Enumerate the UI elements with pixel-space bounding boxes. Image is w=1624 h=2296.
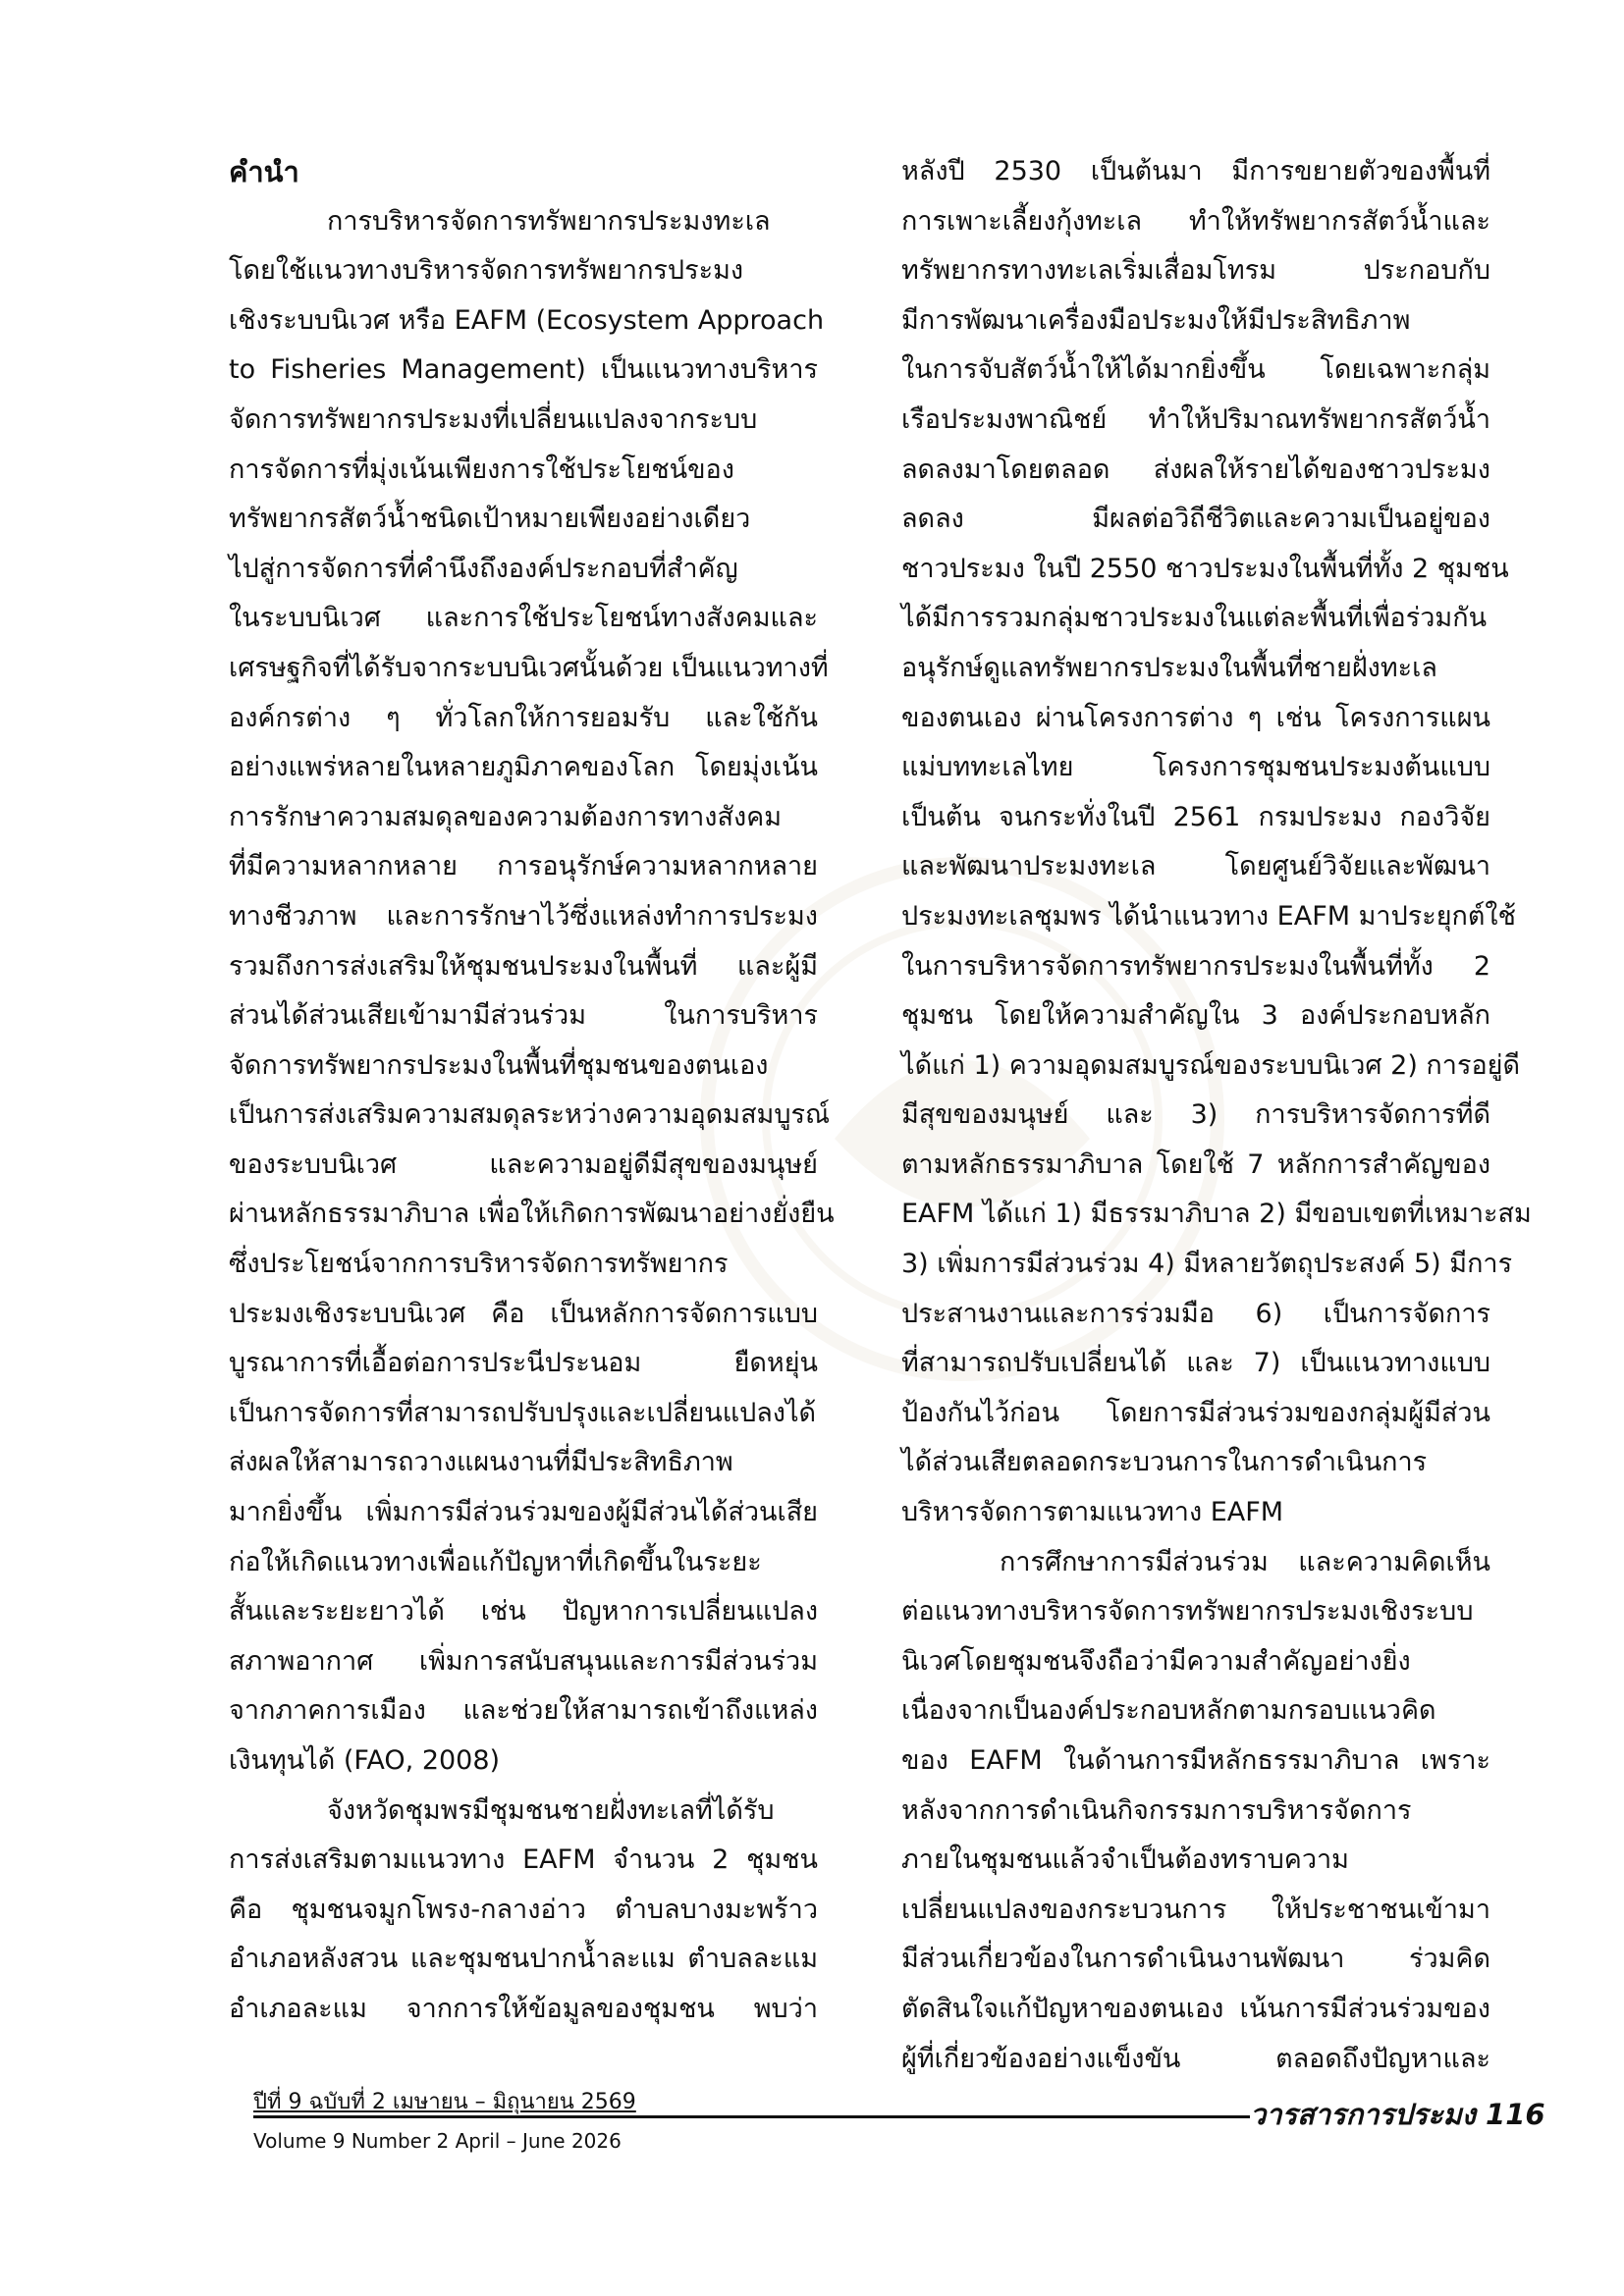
text-line: รวมถึงการส่งเสริมให้ชุมชนประมงในพื้นที่ และผู้มี	[229, 950, 818, 982]
text-line: to Fisheries Management) เป็นแนวทางบริหาร	[229, 354, 818, 386]
text-line: เปลี่ยนแปลงของกระบวนการ ให้ประชาชนเข้ามา	[901, 1894, 1490, 1925]
text-line: บริหารจัดการตามแนวทาง EAFM	[901, 1497, 1284, 1528]
text-line: เชิงระบบนิเวศ หรือ EAFM (Ecosystem Approach	[229, 304, 825, 336]
text-line: และพัฒนาประมงทะเล โดยศูนย์วิจัยและพัฒนา	[901, 851, 1490, 882]
footer-rule	[253, 2115, 1250, 2118]
text-line: ได้แก่ 1) ความอุดมสมบูรณ์ของระบบนิเวศ 2) การอยู่ดี	[901, 1049, 1521, 1081]
text-line: เรือประมงพาณิชย์ ทำให้ปริมาณทรัพยากรสัตว์น้ำ	[901, 403, 1490, 435]
text-line: 3) เพิ่มการมีส่วนร่วม 4) มีหลายวัตถุประสงค์ 5) มีการ	[901, 1249, 1513, 1280]
text-line: มีสุขของมนุษย์ และ 3) การบริหารจัดการที่ดี	[901, 1099, 1490, 1131]
text-line: ประมงเชิงระบบนิเวศ คือ เป็นหลักการจัดการแบบ	[229, 1298, 818, 1329]
text-line: ลดลง มีผลต่อวิถีชีวิตและความเป็นอยู่ของ	[901, 504, 1490, 535]
right-column-text	[901, 147, 1532, 2084]
text-line: ประสานงานและการร่วมมือ 6) เป็นการจัดการ	[901, 1298, 1490, 1329]
text-line: ของตนเอง ผ่านโครงการต่าง ๆ เช่น โครงการแผน	[901, 702, 1490, 733]
text-line: การศึกษาการมีส่วนร่วม และความคิดเห็น	[1000, 1546, 1490, 1577]
text-line: บูรณาการที่เอื้อต่อการประนีประนอม ยืดหยุ่น	[229, 1348, 818, 1379]
text-line: ส่งผลให้สามารถวางแผนงานที่มีประสิทธิภาพ	[229, 1447, 733, 1478]
text-line: ผู้ที่เกี่ยวข้องอย่างแข็งขัน ตลอดถึงปัญหาและ	[901, 2043, 1490, 2074]
text-line: โดยใช้แนวทางบริหารจัดการทรัพยากรประมง	[229, 255, 744, 287]
left-column	[229, 147, 835, 2035]
text-line: การบริหารจัดการทรัพยากรประมงทะเล	[327, 205, 771, 237]
text-line: การรักษาความสมดุลของความต้องการทางสังคม	[229, 801, 783, 832]
text-line: ที่สามารถปรับเปลี่ยนได้ และ 7) เป็นแนวทางแบบ	[901, 1348, 1490, 1379]
text-line: เป็นการจัดการที่สามารถปรับปรุงและเปลี่ยนแปลงได้	[229, 1397, 817, 1428]
right-column	[901, 147, 1532, 2084]
text-line: EAFM ได้แก่ 1) มีธรรมาภิบาล 2) มีขอบเขตที่เหมาะสม	[901, 1199, 1532, 1230]
text-line: จัดการทรัพยากรประมงที่เปลี่ยนแปลงจากระบบ	[229, 403, 758, 435]
text-line: ป้องกันไว้ก่อน โดยการมีส่วนร่วมของกลุ่มผู้มีส่วน	[901, 1397, 1490, 1428]
text-line: การส่งเสริมตามแนวทาง EAFM จำนวน 2 ชุมชน	[229, 1844, 818, 1876]
text-line: ของ EAFM ในด้านการมีหลักธรรมาภิบาล เพราะ	[901, 1745, 1490, 1776]
text-line: แม่บททะเลไทย โครงการชุมชนประมงต้นแบบ	[901, 752, 1490, 783]
text-line: การเพาะเลี้ยงกุ้งทะเล ทำให้ทรัพยากรสัตว์น้ำและ	[901, 205, 1490, 237]
journal-page-number: วารสารการประมง 116	[1250, 2098, 1545, 2131]
text-line: การจัดการที่มุ่งเน้นเพียงการใช้ประโยชน์ของ	[229, 454, 734, 485]
text-line: สภาพอากาศ เพิ่มการสนับสนุนและการมีส่วนร่วม	[229, 1645, 818, 1677]
text-line: เป็นต้น จนกระทั่งในปี 2561 กรมประมง กองวิจัย	[901, 801, 1490, 832]
text-line: ก่อให้เกิดแนวทางเพื่อแก้ปัญหาที่เกิดขึ้นในระยะ	[229, 1546, 762, 1577]
text-line: ได้ส่วนเสียตลอดกระบวนการในการดำเนินการ	[901, 1447, 1428, 1478]
text-line: ตามหลักธรรมาภิบาล โดยใช้ 7 หลักการสำคัญของ	[901, 1148, 1490, 1180]
text-line: ได้มีการรวมกลุ่มชาวประมงในแต่ละพื้นที่เพื่อร่วมกัน	[901, 603, 1488, 634]
text-line: อำเภอหลังสวน และชุมชนปากน้ำละแม ตำบลละแม	[229, 1944, 818, 1975]
issue-english: Volume 9 Number 2 April – June 2026	[253, 2129, 622, 2153]
text-line: นิเวศโดยชุมชนจึงถือว่ามีความสำคัญอย่างยิ่ง	[901, 1645, 1411, 1677]
text-line: ทรัพยากรทางทะเลเริ่มเสื่อมโทรม ประกอบกับ	[901, 255, 1490, 287]
text-line: มีส่วนเกี่ยวข้องในการดำเนินงานพัฒนา ร่วมคิด	[901, 1944, 1490, 1975]
text-line: จากภาคการเมือง และช่วยให้สามารถเข้าถึงแหล่ง	[229, 1695, 818, 1727]
text-line: มากยิ่งขึ้น เพิ่มการมีส่วนร่วมของผู้มีส่วนได้ส่วนเสีย	[229, 1497, 818, 1528]
text-line: ประมงทะเลชุมพร ได้นำแนวทาง EAFM มาประยุกต์ใช้	[901, 900, 1516, 932]
text-line: ในการจับสัตว์น้ำให้ได้มากยิ่งขึ้น โดยเฉพาะกลุ่ม	[901, 354, 1490, 386]
text-line: ชุมชน โดยให้ความสำคัญใน 3 องค์ประกอบหลัก	[901, 1000, 1490, 1032]
text-line: คือ ชุมชนจมูกโพรง-กลางอ่าว ตำบลบางมะพร้าว	[229, 1894, 818, 1925]
text-line: เงินทุนได้ (FAO, 2008)	[229, 1745, 501, 1776]
text-line: เนื่องจากเป็นองค์ประกอบหลักตามกรอบแนวคิด	[901, 1695, 1436, 1727]
text-line: อย่างแพร่หลายในหลายภูมิภาคของโลก โดยมุ่งเน้น	[229, 752, 818, 783]
text-line: ผ่านหลักธรรมาภิบาล เพื่อให้เกิดการพัฒนาอย่างยั่งยืน	[229, 1199, 835, 1230]
text-line: เศรษฐกิจที่ได้รับจากระบบนิเวศนั้นด้วย เป็นแนวทางที่	[229, 652, 829, 683]
section-heading: คำนำ	[229, 155, 299, 188]
text-line: จัดการทรัพยากรประมงในพื้นที่ชุมชนของตนเอง	[229, 1049, 769, 1081]
text-line: ส่วนได้ส่วนเสียเข้ามามีส่วนร่วม ในการบริหาร	[229, 1000, 818, 1032]
text-line: มีการพัฒนาเครื่องมือประมงให้มีประสิทธิภาพ	[901, 304, 1411, 336]
text-line: ทรัพยากรสัตว์น้ำชนิดเป้าหมายเพียงอย่างเดียว	[229, 504, 751, 535]
text-line: องค์กรต่าง ๆ ทั่วโลกให้การยอมรับ และใช้กัน	[229, 702, 818, 733]
text-line: ทางชีวภาพ และการรักษาไว้ซึ่งแหล่งทำการประมง	[229, 900, 818, 932]
issue-thai: ปีที่ 9 ฉบับที่ 2 เมษายน – มิถุนายน 2569	[253, 2090, 636, 2114]
text-line: ที่มีความหลากหลาย การอนุรักษ์ความหลากหลาย	[229, 851, 818, 882]
text-line: ของระบบนิเวศ และความอยู่ดีมีสุขของมนุษย์	[229, 1148, 818, 1180]
text-line: ต่อแนวทางบริหารจัดการทรัพยากรประมงเชิงระบบ	[901, 1596, 1474, 1628]
text-line: สั้นและระยะยาวได้ เช่น ปัญหาการเปลี่ยนแปลง	[229, 1596, 818, 1628]
text-line: ภายในชุมชนแล้วจำเป็นต้องทราบความ	[901, 1844, 1349, 1876]
text-line: ในระบบนิเวศ และการใช้ประโยชน์ทางสังคมและ	[229, 603, 818, 634]
text-line: ซึ่งประโยชน์จากการบริหารจัดการทรัพยากร	[229, 1249, 729, 1280]
text-line: จังหวัดชุมพรมีชุมชนชายฝั่งทะเลที่ได้รับ	[327, 1794, 775, 1826]
text-line: หลังจากการดำเนินกิจกรรมการบริหารจัดการ	[901, 1794, 1412, 1826]
text-line: ในการบริหารจัดการทรัพยากรประมงในพื้นที่ทั้ง 2	[901, 950, 1490, 982]
text-line: ไปสู่การจัดการที่คำนึงถึงองค์ประกอบที่สำคัญ	[229, 553, 738, 584]
text-line: ลดลงมาโดยตลอด ส่งผลให้รายได้ของชาวประมง	[901, 454, 1490, 485]
text-line: ชาวประมง ในปี 2550 ชาวประมงในพื้นที่ทั้ง 2 ชุมชน	[901, 553, 1509, 584]
text-line: อำเภอละแม จากการให้ข้อมูลของชุมชน พบว่า	[229, 1993, 818, 2024]
text-line: อนุรักษ์ดูแลทรัพยากรประมงในพื้นที่ชายฝั่งทะเล	[901, 652, 1437, 683]
text-line: ตัดสินใจแก้ปัญหาของตนเอง เน้นการมีส่วนร่วมของ	[901, 1993, 1490, 2024]
text-line: เป็นการส่งเสริมความสมดุลระหว่างความอุดมสมบูรณ์	[229, 1099, 831, 1131]
left-column-text	[229, 197, 835, 2035]
text-line: หลังปี 2530 เป็นต้นมา มีการขยายตัวของพื้นที่	[901, 156, 1490, 187]
page-footer	[0, 2076, 1624, 2194]
